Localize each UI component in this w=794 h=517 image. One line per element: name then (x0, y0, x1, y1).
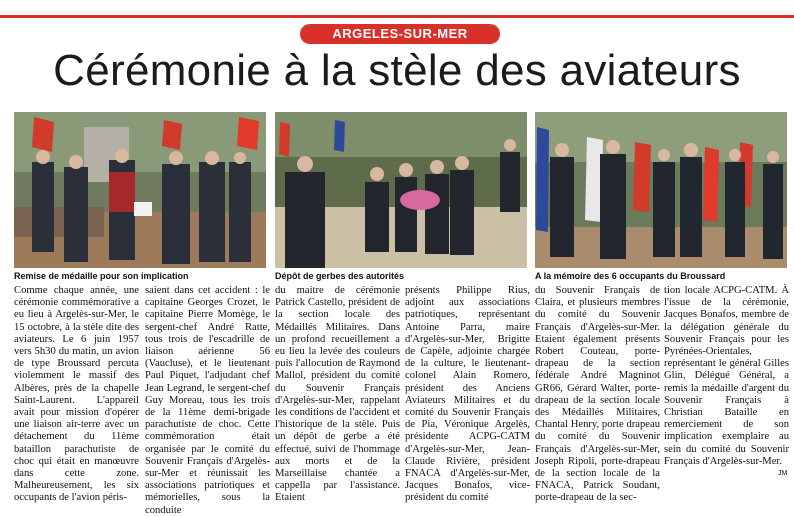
photo-medal-ceremony (14, 112, 266, 268)
photo-caption: Remise de médaille pour son implication (14, 271, 189, 281)
article-text: saient dans cet accident : le capitaine Georges Crozet, le capitaine Pierre Momège, le sergent-chef André Ratte, tous trois de l'escadrille de liaison aérienne 56 (Vaucluse), et le lieutenant Paul Piquet, l'adjudant chef Jean Legrand, le sergent-chef Guy Moreau, tous les trois de la 11ème demi-brigade parachutiste de choc. Cette commémoration était organisée par le comité du Souvenir Français d'Argelès-sur-Mer et réunissait les associations patriotiques et mémorielles, sous la conduite (145, 285, 270, 516)
photo-memorial-flags (535, 112, 787, 268)
article-column-5 (535, 285, 660, 505)
photo-caption: A la mémoire des 6 occupants du Broussard (535, 271, 726, 281)
article-text: du maitre de cérémonie Patrick Castello, président de la section locale des Médaillés Militaires. Dans un profond recueillement a eu lieu la levée des couleurs puis l'allocution de Raymond Mallol, président du comité du Souvenir Français d'Argelès-sur-Mer, rappelant les conditions de l'accident et l'historique de la stèle. Puis un dépôt de gerbe a été effectué, suivi de l'hommage aux morts et de la Marseillaise chantée a cappella par l'assistance. Etaient (275, 285, 400, 504)
article-headline: Cérémonie à la stèle des aviateurs (53, 46, 741, 95)
article-text: Comme chaque année, une cérémonie commémorative a eu lieu à Argelès-sur-Mer, le 15 octobre, à la stèle dite des aviateurs. Le 6 juin 1957 vers 5h30 du matin, un avion de type Broussard percuta violemment le massif des Albères, près de la chapelle Saint-Laurent. L'appareil avait pour mission d'opérer une liaison air-terre avec un détachement du 11ème bataillon parachutiste de choc qui était en manœuvre dans cette zone. Malheureusement, les six occupants de l'avion péris- (14, 285, 139, 504)
article-text: présents Philippe Rius, adjoint aux associations patriotiques, représentant Antoine Parra, maire d'Argelès-sur-Mer, Brigitte de Capèle, adjointe chargée de la culture, le lieutenant-colonel Alain Romero, président des Anciens Aviateurs Militaires et du comité du Souvenir Français de Pia, Véronique Argelès, présidente ACPG-CATM d'Argelès-sur-Mer, Jean-Claude Rivière, président FNACA d'Argelès-sur-Mer, Jacques Bonafos, vice-président du comité (405, 285, 530, 504)
article-text: du Souvenir Français de Claira, et plusieurs membres du comité du Souvenir Français d'Argelès-sur-Mer. Etaient également présents Robert Couteau, porte-drapeau de la section fédérale André Magninot GR66, Gérard Walter, porte-drapeau de la section locale des Médaillés Militaires, Chantal Henry, porte drapeau du comité du Souvenir Français d'Argelès-sur-Mer, Joseph Ripoli, porte-drapeau de la section locale de la FNACA, Patrick Soudant, porte-drapeau de la sec- (535, 285, 660, 504)
article-column-1 (14, 285, 139, 505)
photo-caption: Dépôt de gerbes des autorités (275, 271, 405, 281)
section-banner: ARGELES-SUR-MER (300, 24, 500, 44)
article-column-3 (275, 285, 400, 505)
top-rule (0, 15, 794, 18)
article-column-4 (405, 285, 530, 505)
author-initials: JM (778, 470, 788, 477)
photo-wreath-laying (275, 112, 527, 268)
article-text: tion locale ACPG-CATM. À l'issue de la cérémonie, Jacques Bonafos, membre de la délégation générale du Souvenir Français pour les Pyrénées-Orientales, représentant le général Gilles Glin, Délégué Général, a remis la médaille d'argent du Souvenir Français à Christian Bataille en remerciement de son implication exemplaire au sein du comité du Souvenir Français d'Argelès-sur-Mer. (664, 285, 789, 467)
article-column-6 (664, 285, 789, 505)
article-column-2 (145, 285, 270, 516)
